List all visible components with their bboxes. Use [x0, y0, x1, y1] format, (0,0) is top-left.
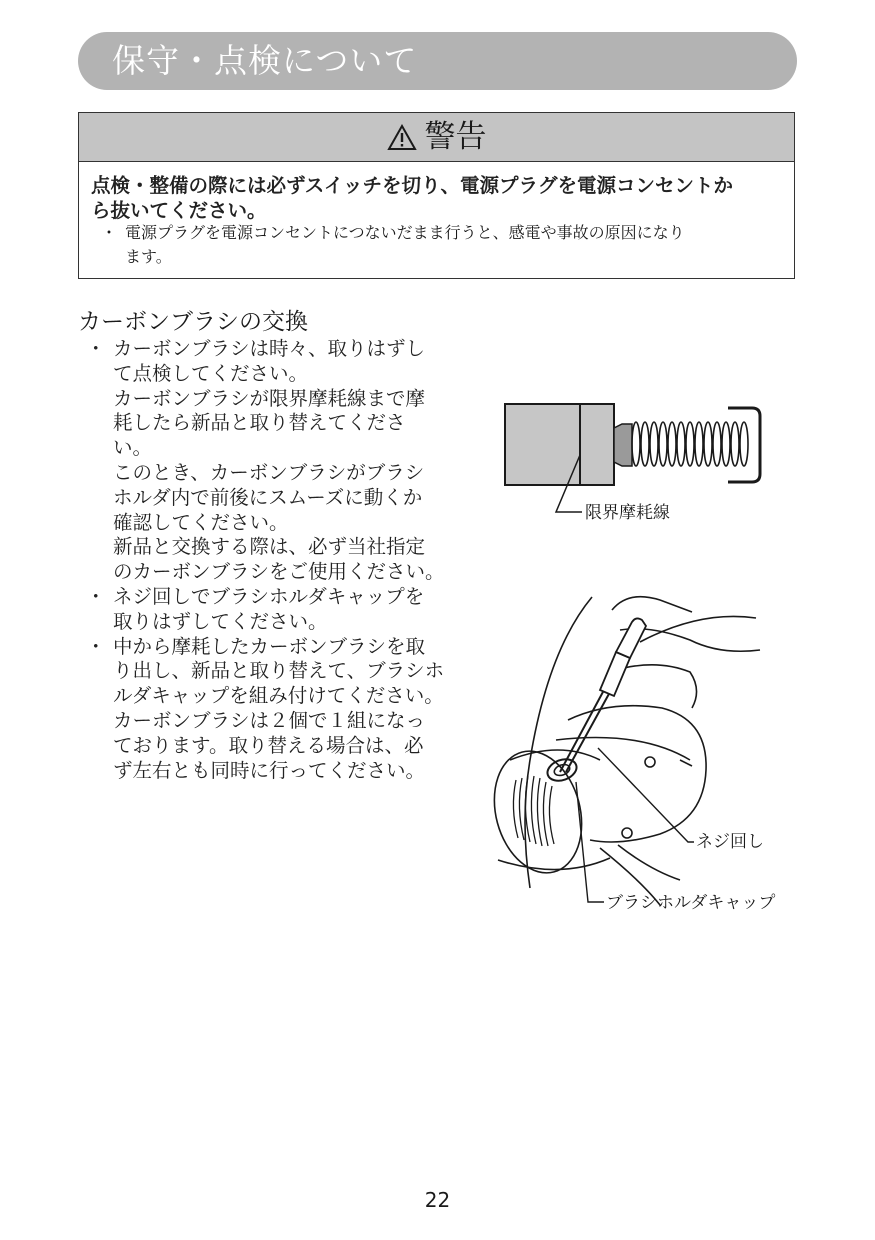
section-title: カーボンブラシの交換	[78, 309, 308, 335]
warning-main-text	[91, 173, 791, 223]
list-item	[86, 635, 476, 784]
body-line: ルダキャップを組み付けてください。	[113, 684, 444, 708]
body-line: ホルダ内で前後にスムーズに動くか	[113, 485, 423, 509]
list-item	[86, 337, 476, 585]
warning-main-line: ら抜いてください。	[91, 199, 267, 222]
body-line: り出し、新品と取り替えて、ブラシホ	[113, 659, 445, 683]
bullet-mark: ・	[86, 337, 106, 360]
body-line: 確認してください。	[113, 510, 289, 534]
warning-sub-line: 電源プラグを電源コンセントにつないだまま行うと、感電や事故の原因になり	[125, 223, 685, 242]
body-line: カーボンブラシが限界摩耗線まで摩	[113, 386, 426, 410]
list-item	[86, 585, 476, 635]
body-line: ネジ回しでブラシホルダキャップを	[113, 584, 425, 608]
body-line: ております。取り替える場合は、必	[113, 733, 424, 757]
body-line: 取りはずしてください。	[113, 609, 328, 633]
body-line: 新品と交換する際は、必ず当社指定	[113, 535, 426, 559]
body-line: 耗したら新品と取り替えてくださ	[113, 411, 406, 435]
instruction-list	[86, 337, 476, 783]
wear-limit-label: 限界摩耗線	[585, 503, 670, 523]
bullet-mark: ・	[86, 634, 106, 658]
bullet-mark: ・	[101, 223, 118, 242]
brush-holder-cap-label: ブラシホルダキャップ	[606, 893, 776, 913]
warning-sub-text	[91, 221, 791, 269]
body-line: のカーボンブラシをご使用ください。	[113, 560, 445, 584]
screwdriver-label: ネジ回し	[696, 832, 764, 852]
body-line: カーボンブラシは時々、取りはずし	[113, 337, 426, 360]
warning-main-line: 点検・整備の際には必ずスイッチを切り、電源プラグを電源コンセントか	[91, 174, 733, 197]
body-line: ず左右とも同時に行ってください。	[113, 758, 426, 782]
brush-holder-illustration	[481, 597, 760, 905]
bullet-mark: ・	[86, 584, 106, 608]
warning-box	[78, 112, 795, 279]
page-title: 保守・点検について	[112, 41, 418, 80]
body-line: て点検してください。	[113, 361, 309, 385]
page-number: 22	[424, 1188, 451, 1212]
body-line: カーボンブラシは２個で１組になっ	[113, 708, 426, 732]
body-line: い。	[113, 436, 153, 460]
body-line: 中から摩耗したカーボンブラシを取	[113, 634, 426, 658]
warning-triangle-icon	[387, 124, 417, 151]
carbon-brush-illustration	[505, 404, 760, 512]
warning-sub-line: ます。	[125, 247, 172, 266]
body-line: このとき、カーボンブラシがブラシ	[113, 460, 425, 484]
warning-header	[79, 113, 794, 162]
warning-title: 警告	[424, 119, 487, 155]
